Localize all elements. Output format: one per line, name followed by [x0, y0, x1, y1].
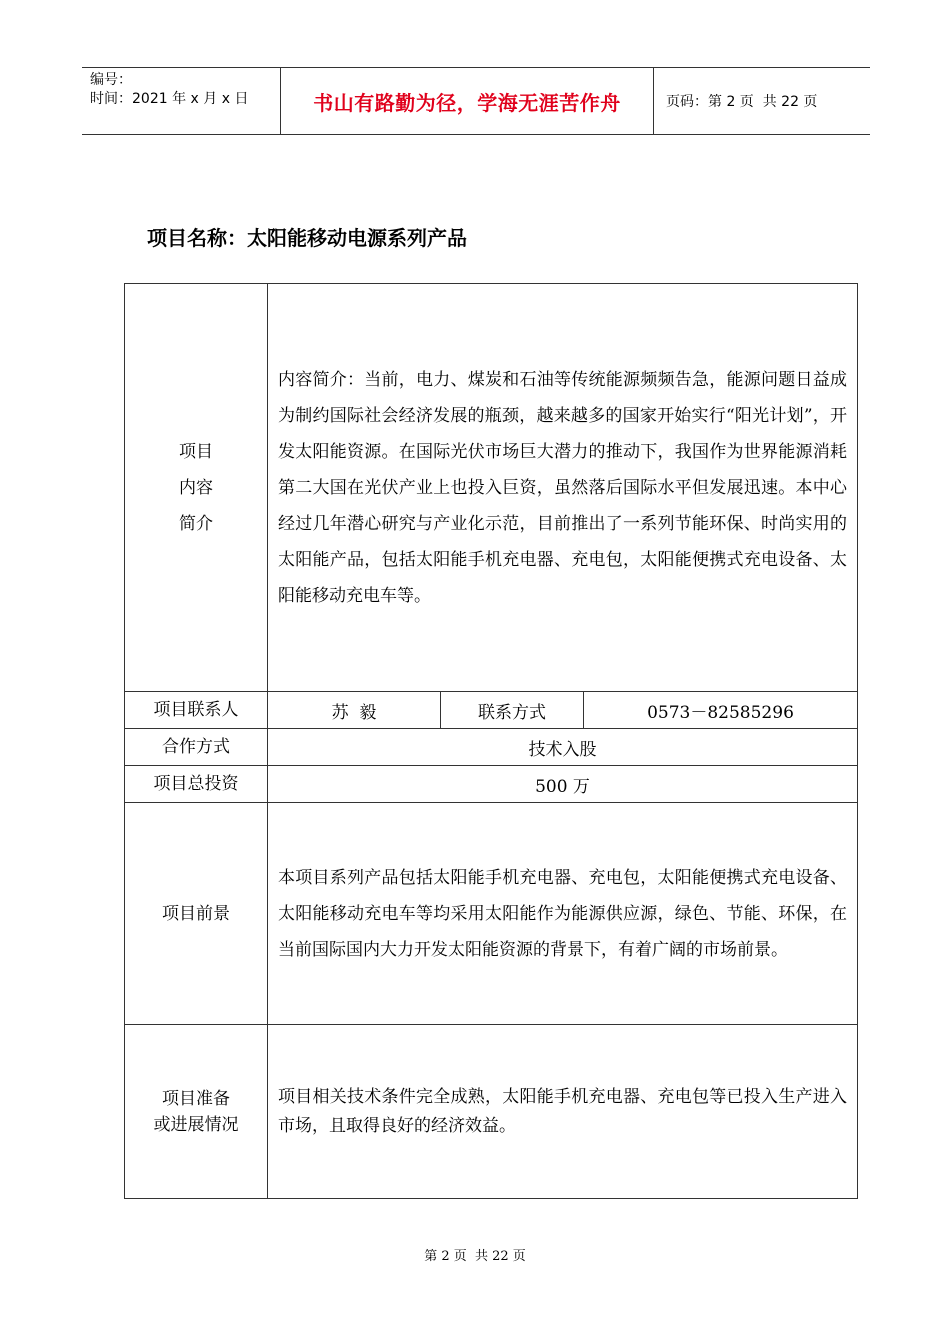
progress-label-line: 或进展情况	[153, 1114, 239, 1135]
serial-label: 编号：	[90, 72, 132, 88]
table-row-investment	[125, 766, 858, 803]
investment-value: 500 万	[268, 766, 858, 803]
table-row-cooperation	[125, 729, 858, 766]
investment-label: 项目总投资	[125, 766, 268, 803]
header-meta	[82, 68, 281, 134]
header-motto: 书山有路勤为径，学海无涯苦作舟	[281, 68, 654, 134]
contact-method-label: 联系方式	[441, 692, 584, 729]
contact-name: 苏 毅	[268, 692, 441, 729]
cooperation-label: 合作方式	[125, 729, 268, 766]
progress-text: 项目相关技术条件完全成熟，太阳能手机充电器、充电包等已投入生产进入市场，且取得良好的经济效益。	[268, 1025, 858, 1199]
intro-label	[125, 284, 268, 692]
prospect-label: 项目前景	[125, 803, 268, 1025]
project-table	[124, 283, 858, 1199]
page-info-text: 页码：第 2 页 共 22 页	[666, 94, 818, 110]
header-page-info	[656, 68, 870, 134]
intro-label-line: 简介	[179, 513, 213, 534]
time-label: 时间：2021 年 x 月 x 日	[90, 91, 249, 107]
progress-label	[125, 1025, 268, 1199]
intro-text: 内容简介：当前，电力、煤炭和石油等传统能源频频告急，能源问题日益成为制约国际社会经济发展的瓶颈，越来越多的国家开始实行“阳光计划”，开发太阳能资源。在国际光伏市场巨大潜力的推动下，我国作为世界能源消耗第二大国在光伏产业上也投入巨资，虽然落后国际水平但发展迅速。本中心经过几年潜心研究与产业化示范，目前推出了一系列节能环保、时尚实用的太阳能产品，包括太阳能手机充电器、充电包，太阳能便携式充电设备、太阳能移动充电车等。	[268, 284, 858, 692]
page-footer: 第 2 页 共 22 页	[424, 1249, 526, 1264]
table-row-contact	[125, 692, 858, 729]
progress-label-line: 项目准备	[162, 1088, 230, 1109]
contact-phone: 0573－82585296	[584, 692, 858, 729]
prospect-text: 本项目系列产品包括太阳能手机充电器、充电包，太阳能便携式充电设备、太阳能移动充电车等均采用太阳能作为能源供应源，绿色、节能、环保，在当前国际国内大力开发太阳能资源的背景下，有着广阔的市场前景。	[268, 803, 858, 1025]
contact-label: 项目联系人	[125, 692, 268, 729]
table-row-progress	[125, 1025, 858, 1199]
intro-label-line: 内容	[179, 477, 213, 498]
project-title: 项目名称：太阳能移动电源系列产品	[147, 226, 467, 250]
table-row-prospect	[125, 803, 858, 1025]
table-row-intro	[125, 284, 858, 692]
page-header	[82, 67, 870, 135]
cooperation-value: 技术入股	[268, 729, 858, 766]
intro-label-line: 项目	[179, 441, 213, 462]
